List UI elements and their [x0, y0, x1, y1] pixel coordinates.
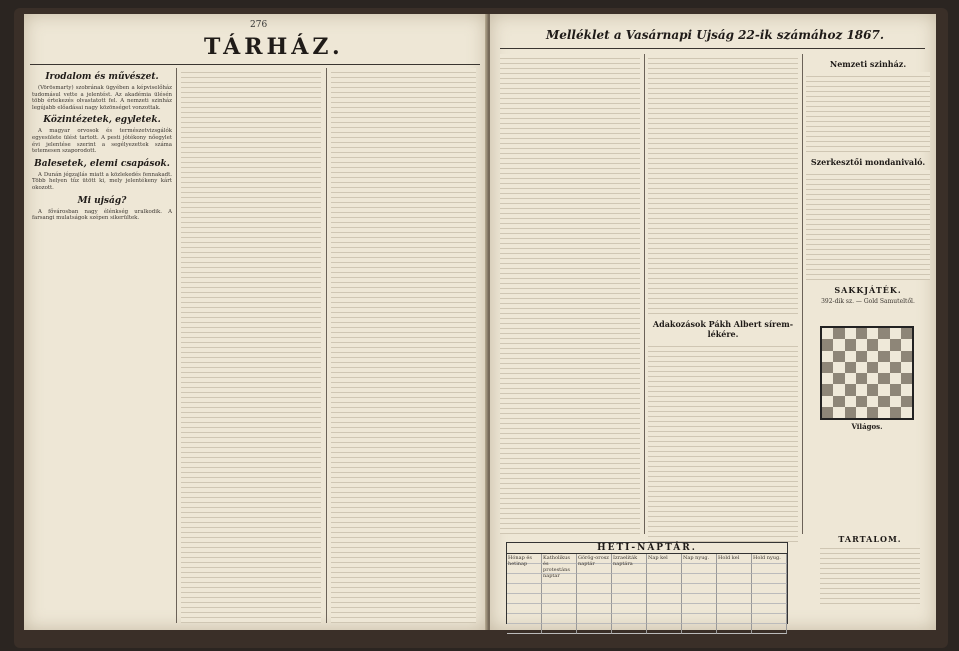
header-rule	[500, 48, 925, 49]
calendar-cell	[752, 564, 787, 574]
text-block	[820, 544, 920, 604]
calendar-header: Izraeliták naptára	[612, 554, 647, 564]
chess-square	[856, 384, 867, 395]
chess-square	[845, 407, 856, 418]
szerkesztoi-heading: Szerkesztői mondanivaló.	[810, 157, 926, 167]
chess-square	[845, 384, 856, 395]
chess-square	[901, 373, 912, 384]
calendar-cell	[542, 574, 577, 584]
chess-square	[878, 339, 889, 350]
chess-square	[833, 384, 844, 395]
calendar-cell	[612, 564, 647, 574]
calendar-cell	[752, 574, 787, 584]
column-divider	[176, 68, 177, 623]
chess-square	[867, 351, 878, 362]
calendar-cell	[682, 574, 717, 584]
calendar-cell	[507, 584, 542, 594]
text-block	[806, 72, 930, 152]
calendar-cell	[577, 564, 612, 574]
chess-square	[822, 396, 833, 407]
calendar-cell	[717, 614, 752, 624]
section-heading: Közintézetek, egyletek.	[43, 115, 161, 126]
calendar-cell	[612, 624, 647, 634]
calendar-cell	[682, 614, 717, 624]
calendar-cell	[752, 584, 787, 594]
chess-square	[822, 339, 833, 350]
chess-square	[845, 362, 856, 373]
chess-square	[856, 373, 867, 384]
calendar-header: Görög-orosz naptár	[577, 554, 612, 564]
chess-square	[890, 339, 901, 350]
chess-square	[878, 407, 889, 418]
chess-square	[833, 407, 844, 418]
chess-square	[901, 362, 912, 373]
adakozasok-heading: Adakozások Pákh Albert sírem-lékére.	[652, 319, 794, 339]
header-rule	[30, 64, 480, 65]
chess-square	[856, 407, 867, 418]
chess-square	[822, 384, 833, 395]
text-block	[648, 54, 798, 314]
column-divider	[802, 54, 803, 534]
calendar-header: Hold nyug.	[752, 554, 787, 564]
column-divider	[644, 54, 645, 534]
column-2	[648, 54, 798, 534]
chess-square	[845, 396, 856, 407]
calendar-cell	[542, 584, 577, 594]
calendar-cell	[577, 594, 612, 604]
calendar-cell	[542, 564, 577, 574]
chess-square	[833, 339, 844, 350]
calendar-cell	[717, 564, 752, 574]
calendar-cell	[507, 624, 542, 634]
chess-square	[878, 396, 889, 407]
calendar-cell	[647, 584, 682, 594]
chess-square	[867, 328, 878, 339]
section-text: A magyar orvosok és természetvizsgálók egyesülete ülést tartott. A pesti jótékony nőegylet évi jelentése szerint a segélyezettek száma tetemesen szaporodott.	[32, 128, 172, 155]
calendar-cell	[612, 584, 647, 594]
calendar-cell	[647, 624, 682, 634]
calendar-cell	[752, 604, 787, 614]
chess-square	[901, 351, 912, 362]
calendar-cell	[542, 604, 577, 614]
left-page	[24, 14, 486, 630]
calendar-cell	[682, 584, 717, 594]
calendar-cell	[577, 604, 612, 614]
chessboard	[820, 326, 914, 420]
calendar-header: Hónap és hetinap	[507, 554, 542, 564]
calendar-cell	[647, 604, 682, 614]
chess-square	[901, 339, 912, 350]
calendar-cell	[647, 594, 682, 604]
tartalom-heading: TARTALOM.	[838, 534, 902, 544]
chess-square	[878, 362, 889, 373]
chess-square	[890, 384, 901, 395]
calendar-cell	[682, 624, 717, 634]
chess-square	[856, 396, 867, 407]
chess-square	[878, 384, 889, 395]
calendar-cell	[647, 614, 682, 624]
sakkjatek-heading: SAKKJÁTÉK.	[834, 285, 902, 295]
chess-square	[833, 328, 844, 339]
calendar-cell	[647, 574, 682, 584]
calendar-cell	[682, 604, 717, 614]
calendar-cell	[612, 604, 647, 614]
calendar-header: Nap nyug.	[682, 554, 717, 564]
chess-square	[845, 351, 856, 362]
nemzeti-szinhaz-heading: Nemzeti szinház.	[829, 59, 907, 69]
chess-square	[867, 373, 878, 384]
right-page	[490, 14, 936, 630]
text-block	[648, 342, 798, 542]
calendar-cell	[507, 614, 542, 624]
chess-square	[890, 373, 901, 384]
column-3-text-block	[331, 68, 476, 623]
calendar-cell	[612, 574, 647, 584]
chess-square	[845, 339, 856, 350]
column-divider	[326, 68, 327, 623]
chess-square	[867, 339, 878, 350]
calendar-cell	[577, 584, 612, 594]
calendar-header: Hold kel	[717, 554, 752, 564]
column-1	[32, 68, 172, 623]
chess-square	[822, 362, 833, 373]
text-block	[806, 170, 930, 280]
chess-square	[901, 384, 912, 395]
calendar-cell	[717, 624, 752, 634]
section-heading: Irodalom és művészet.	[45, 72, 159, 82]
chess-square	[833, 396, 844, 407]
calendar-title: HETI-NAPTÁR.	[507, 543, 787, 554]
section-text: A fővárosban nagy élénkség uralkodik. A farsangi mulatságok szépen sikerültek.	[32, 208, 172, 222]
column-2-text-block	[181, 68, 321, 623]
section-heading: Balesetek, elemi csapások.	[34, 158, 170, 169]
calendar-header: Katholikus és protestáns naptár	[542, 554, 577, 564]
calendar-cell	[717, 574, 752, 584]
chess-square	[856, 339, 867, 350]
chess-square	[845, 328, 856, 339]
chess-square	[878, 373, 889, 384]
calendar-cell	[752, 624, 787, 634]
supplement-title: Melléklet a Vasárnapi Ujság 22-ik számához 1867.	[545, 28, 885, 42]
chess-square	[890, 362, 901, 373]
chess-square	[822, 351, 833, 362]
calendar-cell	[542, 594, 577, 604]
chess-square	[878, 328, 889, 339]
calendar-cell	[682, 594, 717, 604]
chess-square	[833, 373, 844, 384]
calendar-cell	[752, 614, 787, 624]
calendar-cell	[752, 594, 787, 604]
calendar-cell	[507, 564, 542, 574]
chess-square	[833, 362, 844, 373]
calendar-cell	[612, 594, 647, 604]
chess-square	[890, 328, 901, 339]
section-heading: Mi ujság?	[77, 195, 127, 206]
chess-square	[856, 328, 867, 339]
chess-square	[833, 351, 844, 362]
section-text: A Dunán jégzajlás miatt a közlekedés fennakadt. Több helyen tűz ütött ki, mely jelentékeny kárt okozott.	[32, 171, 172, 191]
column-3	[806, 54, 930, 524]
calendar-cell	[647, 564, 682, 574]
chess-square	[845, 373, 856, 384]
chess-square	[901, 407, 912, 418]
page-number: 276	[250, 20, 268, 30]
chess-square	[822, 373, 833, 384]
calendar-cell	[717, 594, 752, 604]
calendar-cell	[577, 614, 612, 624]
calendar-cell	[507, 604, 542, 614]
column-1-text-block	[500, 54, 640, 534]
chess-square	[901, 396, 912, 407]
chess-square	[890, 407, 901, 418]
chess-square	[890, 351, 901, 362]
chess-square	[878, 351, 889, 362]
chess-square	[867, 362, 878, 373]
calendar-cell	[507, 574, 542, 584]
weekly-calendar	[506, 542, 788, 624]
chess-caption: Világos.	[851, 422, 883, 431]
chess-square	[890, 396, 901, 407]
chess-square	[867, 396, 878, 407]
calendar-cell	[577, 574, 612, 584]
chess-subtitle: 392-dik sz. — Gold Samuteltől.	[821, 298, 915, 305]
calendar-cell	[577, 624, 612, 634]
calendar-cell	[542, 624, 577, 634]
calendar-header: Nap kel	[647, 554, 682, 564]
chess-square	[822, 407, 833, 418]
chess-square	[856, 351, 867, 362]
chess-square	[867, 384, 878, 395]
calendar-grid	[507, 554, 787, 634]
chess-square	[822, 328, 833, 339]
chess-square	[901, 328, 912, 339]
calendar-cell	[542, 614, 577, 624]
masthead-tarhaz: TÁRHÁZ.	[204, 34, 344, 60]
section-text: (Vörösmarty) szobrának ügyében a képviselőház tudomásul vette a jelentést. Az akadémia ülésén több értekezés olvastatott fel. A nemzeti szinház legújabb előadásai nagy közönséget vonzottak.	[32, 85, 172, 111]
calendar-cell	[717, 604, 752, 614]
chess-square	[867, 407, 878, 418]
calendar-cell	[507, 594, 542, 604]
calendar-cell	[717, 584, 752, 594]
calendar-cell	[682, 564, 717, 574]
table-of-contents	[820, 534, 920, 604]
calendar-cell	[612, 614, 647, 624]
chess-square	[856, 362, 867, 373]
